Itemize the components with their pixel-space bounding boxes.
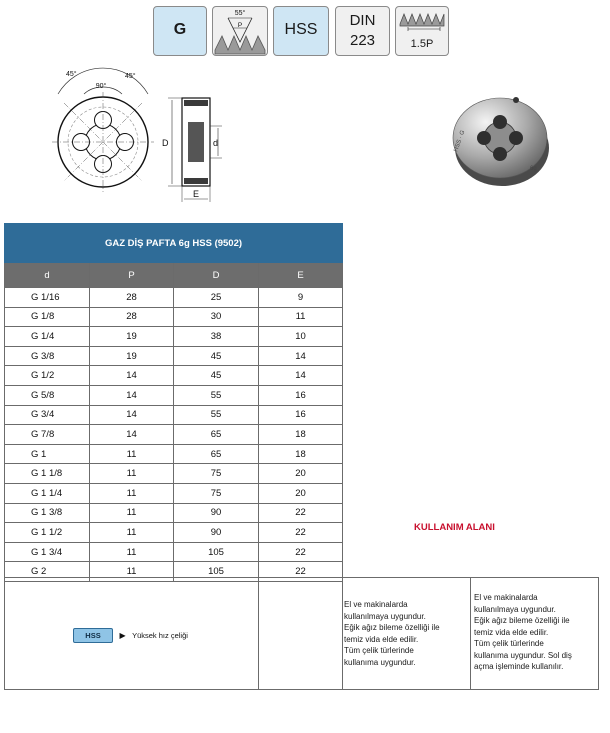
material-badge [273,6,329,56]
table-row [5,366,343,386]
cell-E: 9 [259,288,343,308]
photo-marking-tolerance: 6g [530,166,537,172]
cell-P: 11 [90,483,174,503]
cell-D: 45 [174,366,259,386]
arrow-right-icon: ▶ [119,631,126,641]
cell-d: G 3/8 [5,346,90,366]
cell-D: 105 [174,562,259,582]
angle-center-label: 90° [95,83,107,90]
cell-d: G 5/8 [5,385,90,405]
standard-line1: DIN [349,12,376,29]
standard-line2: 223 [349,32,376,49]
note-line: kullanılmaya uygundur. [344,611,426,621]
legend-text: Yüksek hız çeliği [132,631,188,641]
cell-D: 25 [174,288,259,308]
cell-d: G 1/2 [5,366,90,386]
note-line: kullanılmaya uygundur. [474,604,556,614]
cell-d: G 1/4 [5,327,90,347]
dimension-d-label: d [213,138,219,148]
cell-D: 105 [174,542,259,562]
thread-profile-icon [212,6,268,56]
die-side-view [162,98,222,202]
angle-left-label: 45° [66,71,77,78]
table-row [5,307,343,327]
note-line: Tüm çelik türlerinde [344,646,414,655]
legend-hss-badge: HSS [73,628,113,643]
cell-P: 14 [90,425,174,445]
table-title: GAZ DİŞ PAFTA 6g HSS (9502) [5,224,343,263]
cell-P: 19 [90,327,174,347]
column-header-E: E [259,263,343,288]
usage-note-1 [344,599,440,668]
dimension-E-label: E [193,189,200,199]
table-row [5,542,343,562]
note-line: Eğik ağız bileme özelliği ile [474,616,570,625]
cell-E: 18 [259,425,343,445]
cell-D: 90 [174,503,259,523]
photo-marking: HSS · G [453,129,467,153]
cell-P: 11 [90,542,174,562]
standard-badge [335,6,390,56]
column-header-P: P [90,263,174,288]
cell-E: 14 [259,346,343,366]
cell-d: G 1 1/8 [5,464,90,484]
cell-d: G 1/16 [5,288,90,308]
thread-pitch-symbol: P [237,22,243,29]
table-row [5,523,343,543]
notes-divider [470,578,471,689]
note-line: El ve makinalarda [474,593,538,602]
note-line: kullanıma uygundur. Sol diş [474,650,572,660]
spec-table [4,223,343,582]
cell-D: 55 [174,385,259,405]
table-row [5,444,343,464]
cell-E: 22 [259,503,343,523]
note-line: El ve makinalarda [344,600,408,609]
table-row [5,405,343,425]
table-row [5,483,343,503]
cell-P: 14 [90,366,174,386]
cell-E: 16 [259,405,343,425]
cell-P: 11 [90,562,174,582]
cell-E: 16 [259,385,343,405]
table-header-row [5,263,343,288]
note-line: Eğik ağız bileme özelliği ile [344,623,440,632]
cell-E: 20 [259,464,343,484]
table-title-row [5,224,343,263]
usage-note-2 [474,592,572,673]
cell-d: G 3/4 [5,405,90,425]
cell-E: 22 [259,523,343,543]
cell-d: G 1 1/2 [5,523,90,543]
cell-d: G 1 3/8 [5,503,90,523]
cell-D: 45 [174,346,259,366]
table-row [5,425,343,445]
cell-E: 10 [259,327,343,347]
column-header-D: D [174,263,259,288]
table-row [5,503,343,523]
cell-E: 18 [259,444,343,464]
notes-divider [258,578,259,689]
table-row [5,464,343,484]
cell-P: 28 [90,288,174,308]
cell-P: 11 [90,444,174,464]
cell-D: 75 [174,483,259,503]
column-header-d: d [5,263,90,288]
cell-D: 55 [174,405,259,425]
pitch-value-label: 1.5P [410,38,434,50]
table-row [5,385,343,405]
cell-D: 65 [174,425,259,445]
material-label: HSS [284,21,318,38]
die-front-view [52,92,154,192]
cell-d: G 1 [5,444,90,464]
cell-E: 14 [259,366,343,386]
thread-profile-badge [212,6,268,56]
notes-box [4,577,599,690]
cell-E: 20 [259,483,343,503]
note-line: Tüm çelik türlerinde [474,639,544,648]
cell-E: 11 [259,307,343,327]
cell-d: G 1/8 [5,307,90,327]
cell-P: 11 [90,464,174,484]
cell-P: 14 [90,385,174,405]
table-row [5,346,343,366]
thread-type-badge [153,6,207,56]
die-technical-drawing [44,66,224,206]
cell-D: 38 [174,327,259,347]
cell-D: 30 [174,307,259,327]
cell-P: 11 [90,503,174,523]
die-product-photo [444,88,554,190]
cell-d: G 2 [5,562,90,582]
pitch-badge [395,6,449,56]
cell-d: G 7/8 [5,425,90,445]
cell-P: 19 [90,346,174,366]
cell-d: G 1 3/4 [5,542,90,562]
table-row [5,288,343,308]
legend [73,627,188,645]
thread-type-label: G [173,21,187,38]
dimension-D-label: D [162,138,169,148]
table-row [5,327,343,347]
cell-D: 75 [174,464,259,484]
thread-angle-label: 55° [234,10,246,17]
cell-E: 22 [259,562,343,582]
note-line: temiz vida elde edilir. [474,627,549,637]
note-line: açma işleminde kullanılır. [474,662,564,671]
cell-E: 22 [259,542,343,562]
cell-P: 14 [90,405,174,425]
cell-P: 11 [90,523,174,543]
cell-D: 65 [174,444,259,464]
cell-d: G 1 1/4 [5,483,90,503]
angle-right-label: 45° [125,73,136,80]
cell-D: 90 [174,523,259,543]
usage-area-title: KULLANIM ALANI [414,522,495,533]
note-line: temiz vida elde edilir. [344,634,419,644]
note-line: kullanıma uygundur. [344,657,416,667]
cell-P: 28 [90,307,174,327]
notes-divider [342,578,343,689]
